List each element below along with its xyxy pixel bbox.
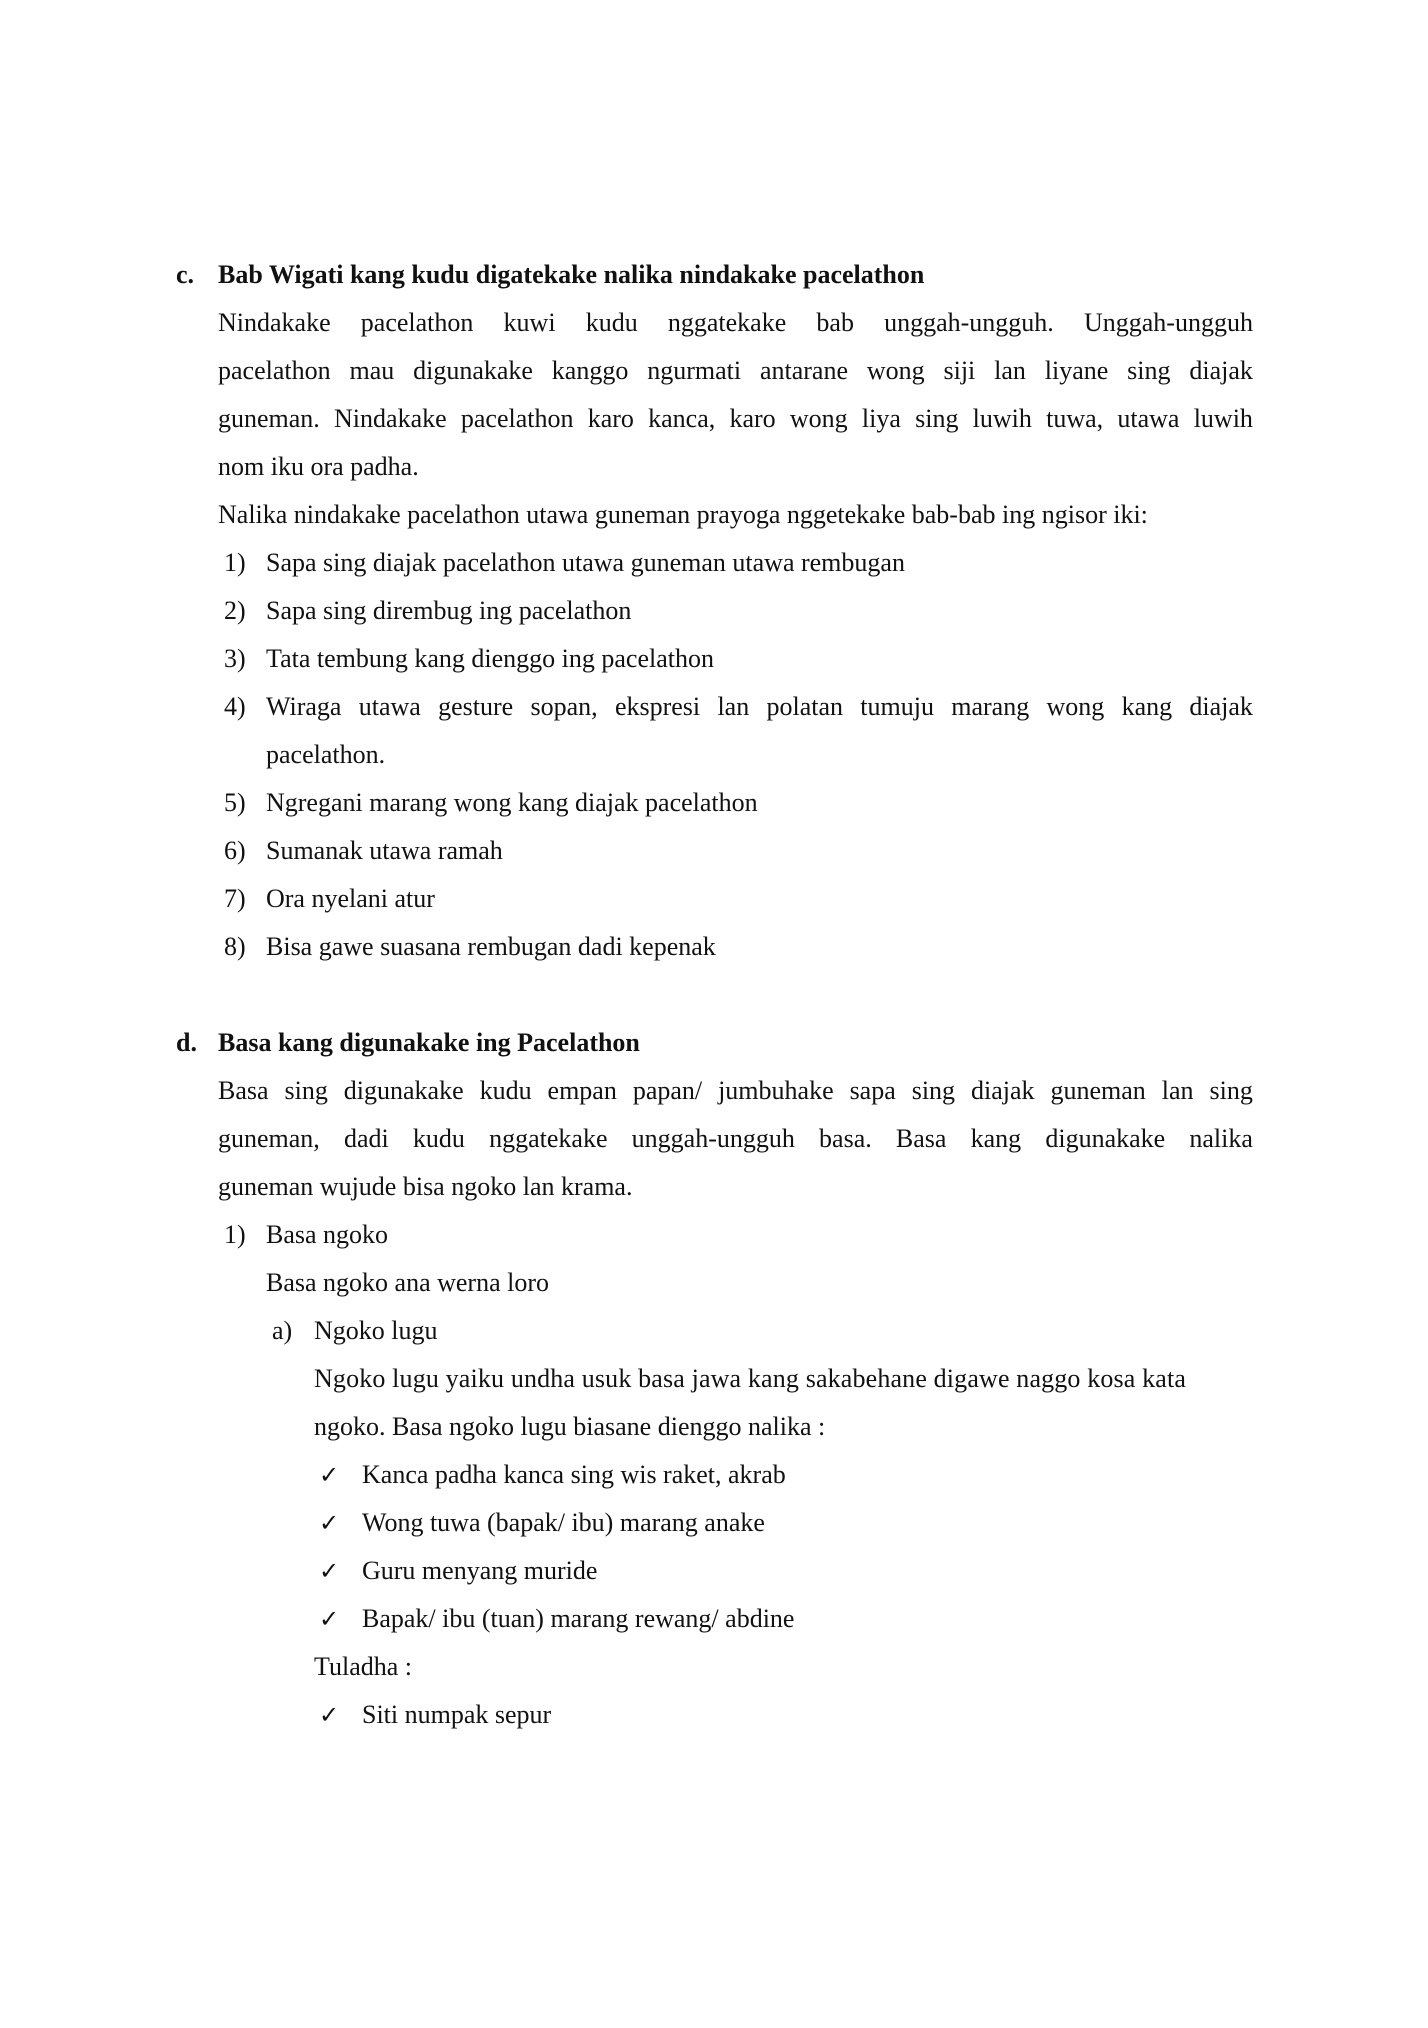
word: guneman. [218, 404, 320, 433]
word: Nindakake [218, 308, 331, 337]
word: nggatekake [667, 308, 787, 337]
section-c-paragraph-line-2 [218, 355, 1253, 387]
word: liya [861, 404, 901, 433]
word: sing [284, 1076, 328, 1105]
word: empan [547, 1076, 617, 1105]
word: liyane [1044, 356, 1109, 385]
check-mark-icon: ✓ [319, 1509, 340, 1537]
word: ekspresi [614, 692, 701, 721]
word: digunakake [413, 356, 533, 385]
word: lan [1161, 1076, 1194, 1105]
section-d-letter: d. [176, 1028, 197, 1057]
word: diajak [1189, 356, 1253, 385]
word: basa. [819, 1124, 872, 1153]
word: lan [994, 356, 1026, 385]
list-item-text: Bisa gawe suasana rembugan dadi kepenak [266, 932, 716, 961]
word: nggatekake [489, 1124, 608, 1153]
word: unggah-ungguh [631, 1124, 795, 1153]
word: pacelathon [218, 356, 331, 385]
word: luwih [972, 404, 1032, 433]
list-item-text: Ngregani marang wong kang diajak pacelathon [266, 788, 758, 817]
subsection-description: Basa ngoko ana werna loro [266, 1268, 550, 1297]
word: wong [866, 356, 925, 385]
word: kang [1121, 692, 1173, 721]
checklist-item: Guru menyang muride [362, 1556, 598, 1585]
list-item-text: Ora nyelani atur [266, 884, 435, 913]
word: digunakake [343, 1076, 464, 1105]
list-item-text-continued: pacelathon. [266, 740, 386, 769]
word: ngurmati [647, 356, 742, 385]
word: marang [951, 692, 1030, 721]
word: Nindakake [334, 404, 447, 433]
word: sing [1127, 356, 1171, 385]
checklist-item: Wong tuwa (bapak/ ibu) marang anake [362, 1508, 765, 1537]
list-item-number: 6) [224, 836, 246, 865]
word: wong [1046, 692, 1105, 721]
section-c-paragraph-line-1 [218, 307, 1253, 339]
word: kanggo [551, 356, 629, 385]
sub-subsection-description-line-2: ngoko. Basa ngoko lugu biasane dienggo nalika : [314, 1412, 826, 1441]
word: digunakake [1045, 1124, 1166, 1153]
section-d-paragraph-line-3: guneman wujude bisa ngoko lan krama. [218, 1172, 633, 1201]
word: sing [911, 1076, 956, 1105]
word: guneman [1050, 1076, 1146, 1105]
sub-subsection-title: Ngoko lugu [314, 1316, 438, 1345]
sub-subsection-description-line-1: Ngoko lugu yaiku undha usuk basa jawa kang sakabehane digawe naggo kosa kata [314, 1364, 1187, 1393]
word: gesture [438, 692, 514, 721]
word: guneman, [218, 1124, 320, 1153]
word: Unggah-ungguh [1083, 308, 1253, 337]
word: Basa [895, 1124, 947, 1153]
list-item-text: Sumanak utawa ramah [266, 836, 503, 865]
word: kudu [585, 308, 638, 337]
section-d-paragraph-line-2 [218, 1123, 1253, 1155]
word: kanca, [648, 404, 716, 433]
word: karo [587, 404, 634, 433]
word: pacelathon [460, 404, 574, 433]
word: unggah-ungguh. [884, 308, 1054, 337]
word: sopan, [530, 692, 598, 721]
word: kang [970, 1124, 1022, 1153]
word: dadi [343, 1124, 389, 1153]
word: kuwi [503, 308, 556, 337]
word: luwih [1193, 404, 1253, 433]
word: utawa [1117, 404, 1180, 433]
word: utawa [358, 692, 421, 721]
word: siji [943, 356, 976, 385]
checklist-item: Bapak/ ibu (tuan) marang rewang/ abdine [362, 1604, 795, 1633]
section-c-intro: Nalika nindakake pacelathon utawa guneman prayoga nggetekake bab-bab ing ngisor iki: [218, 500, 1148, 529]
word: bab [816, 308, 854, 337]
word: sing [1209, 1076, 1253, 1105]
example-label: Tuladha : [314, 1652, 412, 1681]
word: diajak [1189, 692, 1253, 721]
subsection-title: Basa ngoko [266, 1220, 389, 1249]
list-item-text [266, 691, 1253, 723]
check-mark-icon: ✓ [319, 1557, 340, 1585]
subsection-number: 1) [224, 1220, 246, 1249]
sub-subsection-letter: a) [272, 1316, 293, 1345]
word: mau [349, 356, 395, 385]
section-d-heading: Basa kang digunakake ing Pacelathon [218, 1028, 640, 1057]
word: lan [717, 692, 750, 721]
check-mark-icon: ✓ [319, 1461, 340, 1489]
word: karo [729, 404, 776, 433]
word: papan/ [632, 1076, 703, 1105]
list-item-text: Sapa sing dirembug ing pacelathon [266, 596, 632, 625]
section-c-heading: Bab Wigati kang kudu digatekake nalika nindakake pacelathon [218, 260, 925, 289]
word: sapa [849, 1076, 896, 1105]
list-item-number: 8) [224, 932, 246, 961]
word: jumbuhake [718, 1076, 834, 1105]
check-mark-icon: ✓ [319, 1701, 340, 1729]
section-c-letter: c. [176, 260, 195, 289]
list-item-text: Tata tembung kang dienggo ing pacelathon [266, 644, 714, 673]
example-item: Siti numpak sepur [362, 1700, 552, 1729]
list-item-number: 7) [224, 884, 246, 913]
word: kudu [412, 1124, 465, 1153]
list-item-number: 5) [224, 788, 246, 817]
check-mark-icon: ✓ [319, 1605, 340, 1633]
word: nalika [1189, 1124, 1253, 1153]
word: Basa [218, 1076, 269, 1105]
word: wong [789, 404, 848, 433]
list-item-number: 1) [224, 548, 246, 577]
list-item-number: 3) [224, 644, 246, 673]
word: diajak [971, 1076, 1035, 1105]
section-d-paragraph-line-1 [218, 1075, 1253, 1107]
word: antarane [759, 356, 848, 385]
word: tumuju [860, 692, 934, 721]
word: polatan [766, 692, 844, 721]
list-item-number: 2) [224, 596, 246, 625]
word: Wiraga [266, 692, 342, 721]
list-item-text: Sapa sing diajak pacelathon utawa guneman utawa rembugan [266, 548, 905, 577]
word: sing [915, 404, 959, 433]
section-c-paragraph-line-3 [218, 403, 1253, 435]
word: kudu [479, 1076, 532, 1105]
checklist-item: Kanca padha kanca sing wis raket, akrab [362, 1460, 786, 1489]
section-c-paragraph-line-4: nom iku ora padha. [218, 452, 419, 481]
list-item-number: 4) [224, 692, 246, 721]
word: tuwa, [1046, 404, 1104, 433]
word: pacelathon [360, 308, 474, 337]
